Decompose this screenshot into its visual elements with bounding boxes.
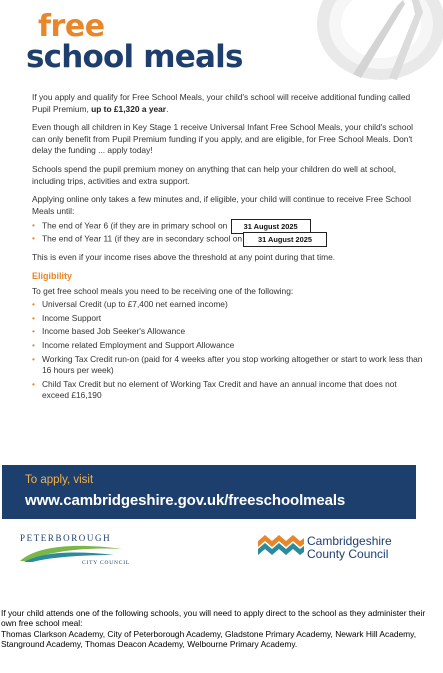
cambridgeshire-logo <box>258 532 408 562</box>
plate-knife-fork-icon <box>293 0 443 86</box>
pupil-premium-amount: up to £1,320 a year <box>91 103 167 114</box>
date-box-secondary: 31 August 2025 <box>243 232 327 247</box>
footer-line-2: Thomas Clarkson Academy, City of Peterborough Academy, Gladstone Primary Academy, Newark Hill Academy, Stanground Academy, Thomas Deacon Academy, Welbourne Primary Academy. <box>1 628 417 650</box>
footer-note <box>1 608 441 650</box>
list-item: • Universal Credit (up to £7,400 net earned income) <box>32 299 424 311</box>
banner-apply-text: To apply, visit <box>25 474 94 486</box>
list-item: • Income Support <box>32 313 424 325</box>
eligibility-heading: Eligibility <box>32 270 73 281</box>
until-item-primary: • The end of Year 6 (if they are in primary school on 31 August 2025 <box>32 219 424 232</box>
cambridgeshire-wave-icon <box>258 533 304 557</box>
intro-paragraph-2: Even though all children in Key Stage 1 receive Universal Infant Free School Meals, your child's school can only benefit from Pupil Premium funding if you apply, and are eligible, for Free School Meals. Don't delay the funding ... apply today! <box>32 122 414 156</box>
footer-line-1: If your child attends one of the following schools, you will need to apply direct to the school as they administer their own free school meal: <box>1 608 426 629</box>
intro-paragraph-3: Schools spend the pupil premium money on anything that can help your children do well at school, including trips, activities and extra support. <box>32 163 397 186</box>
apply-url-link[interactable]: www.cambridgeshire.gov.uk/freeschoolmeals <box>25 492 346 509</box>
intro-paragraph-5: This is even if your income rises above the threshold at any point during that time. <box>32 252 336 263</box>
peterborough-logo <box>18 530 138 575</box>
intro-paragraph-4: Applying online only takes a few minutes and, if eligible, your child will continue to receive Free School Meals until: <box>32 194 411 216</box>
title-school-meals: school meals <box>26 39 243 75</box>
list-item: • Income based Job Seeker's Allowance <box>32 326 424 338</box>
list-item: • Child Tax Credit but no element of Working Tax Credit and have an annual income that does not exceed £16,190 <box>32 379 424 402</box>
list-item: • Income related Employment and Support Allowance <box>32 340 424 352</box>
list-item: • Working Tax Credit run-on (paid for 4 weeks after you stop working altogether or start to work less than 16 hours per week) <box>32 354 424 377</box>
until-list <box>32 219 424 245</box>
date-box-primary: 31 August 2025 <box>231 219 311 234</box>
intro-paragraph-1: If you apply and qualify for Free School Meals, your child's school will receive additional funding called Pupil Premium, up to £1,320 a year. <box>32 92 411 114</box>
header <box>0 0 443 88</box>
county-council-name: County Council <box>307 547 389 561</box>
apply-banner <box>2 465 416 519</box>
until-item-secondary: • The end of Year 11 (if they are in secondary school on 31 August 2025 <box>32 232 424 245</box>
title-free: free <box>38 9 105 44</box>
main-content <box>32 92 424 404</box>
peterborough-name: PETERBOROUGH <box>20 533 112 543</box>
peterborough-city-council: CITY COUNCIL <box>82 560 131 566</box>
eligibility-list <box>32 299 424 402</box>
eligibility-intro: To get free school meals you need to be receiving one of the following: <box>32 285 294 296</box>
cambridgeshire-name: Cambridgeshire <box>307 534 392 548</box>
